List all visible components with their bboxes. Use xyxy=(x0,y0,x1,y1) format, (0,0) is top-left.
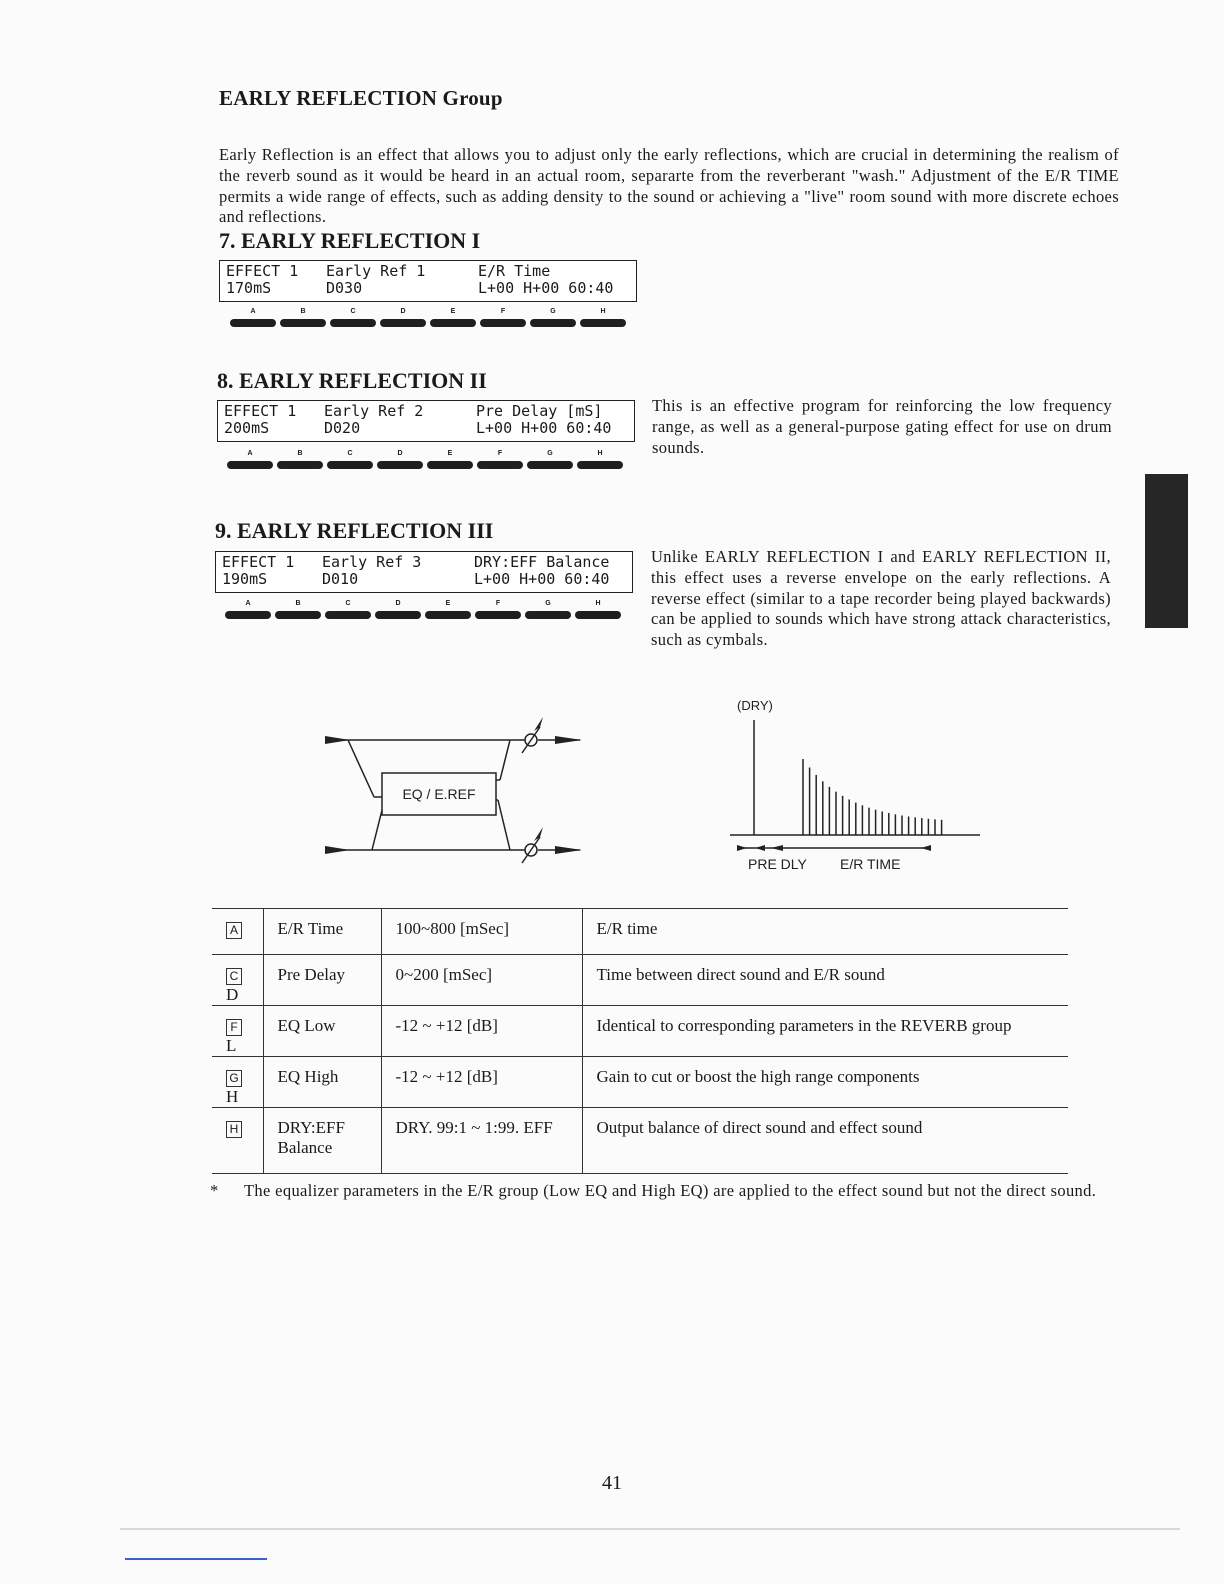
intro-paragraph: Early Reflection is an effect that allows you to adjust only the early reflections, which are crucial in determining the realism of the reverb sound as it would be heard in an actual room, separarte from the reverberant "wash." Adjustment of the E/R TIME permits a wide range of effects, such as adding density to the sound or achieving a "live" room sound with more discrete echoes and reflections. xyxy=(219,145,1119,227)
lcd-9-value: 190mS xyxy=(222,570,268,588)
lcd-8-effect: EFFECT 1 xyxy=(224,402,297,420)
lcd-9-effect: EFFECT 1 xyxy=(222,553,295,571)
key-box: C xyxy=(226,968,242,985)
button-d[interactable]: D xyxy=(377,450,423,474)
button-f[interactable]: F xyxy=(480,308,526,332)
lcd-9-param: DRY:EFF Balance xyxy=(474,553,610,571)
param-name: Pre Delay xyxy=(263,955,381,1006)
footnote-text: The equalizer parameters in the E/R group (Low EQ and High EQ) are applied to the effect sound but not the direct sound. xyxy=(244,1181,1097,1200)
button-d[interactable]: D xyxy=(375,600,421,624)
param-name: EQ High xyxy=(263,1057,381,1108)
param-range: 100~800 [mSec] xyxy=(381,909,582,955)
param-key xyxy=(212,1108,263,1174)
section-8-description: This is an effective program for reinforcing the low frequency range, as well as a general-purpose gating effect for use on drum sounds. xyxy=(652,396,1112,457)
lcd-7-eq: L+00 H+00 60:40 xyxy=(478,279,614,297)
block-diagram-label: EQ / E.REF xyxy=(402,786,476,802)
lcd-7-effect: EFFECT 1 xyxy=(226,262,299,280)
button-h[interactable]: H xyxy=(575,600,621,624)
lcd-8-value: 200mS xyxy=(224,419,270,437)
lcd-8-d: D020 xyxy=(324,419,361,437)
chapter-tab-marker xyxy=(1145,474,1188,628)
button-c[interactable]: C xyxy=(325,600,371,624)
lcd-7-param: E/R Time xyxy=(478,262,551,280)
button-h[interactable]: H xyxy=(580,308,626,332)
param-name: E/R Time xyxy=(263,909,381,955)
button-h[interactable]: H xyxy=(577,450,623,474)
key-box: G xyxy=(226,1070,242,1087)
button-f[interactable]: F xyxy=(477,450,523,474)
param-desc: Output balance of direct sound and effect sound xyxy=(582,1108,1068,1174)
section-9-title: 9. EARLY REFLECTION III xyxy=(215,518,494,543)
key-box: H xyxy=(226,1121,242,1138)
section-7-title: 7. EARLY REFLECTION I xyxy=(219,228,481,253)
dry-label: (DRY) xyxy=(737,698,773,713)
button-b[interactable]: B xyxy=(275,600,321,624)
button-f[interactable]: F xyxy=(475,600,521,624)
param-key: CD xyxy=(212,955,263,1006)
param-range: 0~200 [mSec] xyxy=(381,955,582,1006)
group-heading: EARLY REFLECTION Group xyxy=(219,86,503,110)
key-box: A xyxy=(226,922,242,939)
lcd-9-eq: L+00 H+00 60:40 xyxy=(474,570,610,588)
button-e[interactable]: E xyxy=(425,600,471,624)
param-range: -12 ~ +12 [dB] xyxy=(381,1057,582,1108)
button-c[interactable]: C xyxy=(330,308,376,332)
footnote xyxy=(210,1180,1110,1201)
key-box: F xyxy=(226,1019,242,1036)
parameter-table xyxy=(212,908,1068,1174)
param-name: DRY:EFF Balance xyxy=(263,1108,381,1174)
param-key: FL xyxy=(212,1006,263,1057)
lcd-8-program: Early Ref 2 xyxy=(324,402,424,420)
lcd-9-program: Early Ref 3 xyxy=(322,553,422,571)
lcd-display-8 xyxy=(217,400,635,442)
lcd-display-9 xyxy=(215,551,633,593)
footnote-marker: * xyxy=(210,1181,219,1200)
param-key xyxy=(212,909,263,955)
param-desc: Time between direct sound and E/R sound xyxy=(582,955,1068,1006)
button-a[interactable]: A xyxy=(225,600,271,624)
table-row xyxy=(212,955,1068,1006)
er-time-label: E/R TIME xyxy=(840,856,901,872)
lcd-9-d: D010 xyxy=(322,570,359,588)
block-diagram xyxy=(310,705,600,880)
lcd-8-param: Pre Delay [mS] xyxy=(476,402,603,420)
section-9-description: Unlike EARLY REFLECTION I and EARLY REFLECTION II, this effect uses a reverse envelope on the early reflections. A reverse effect (similar to a tape recorder being played backwards) can be applied to sounds which have strong attack characteristics, such as cymbals. xyxy=(651,547,1111,650)
param-range: -12 ~ +12 [dB] xyxy=(381,1006,582,1057)
button-b[interactable]: B xyxy=(280,308,326,332)
button-row-9 xyxy=(225,600,625,626)
link-underline xyxy=(125,1558,267,1560)
lcd-8-eq: L+00 H+00 60:40 xyxy=(476,419,612,437)
button-g[interactable]: G xyxy=(525,600,571,624)
bottom-rule xyxy=(120,1528,1180,1530)
param-desc: E/R time xyxy=(582,909,1068,955)
button-d[interactable]: D xyxy=(380,308,426,332)
section-8-title: 8. EARLY REFLECTION II xyxy=(217,368,487,393)
button-b[interactable]: B xyxy=(277,450,323,474)
button-a[interactable]: A xyxy=(227,450,273,474)
param-desc: Identical to corresponding parameters in the REVERB group xyxy=(582,1006,1068,1057)
button-row-7 xyxy=(230,308,630,334)
lcd-7-value: 170mS xyxy=(226,279,272,297)
table-row xyxy=(212,1006,1068,1057)
table-row xyxy=(212,909,1068,955)
param-name: EQ Low xyxy=(263,1006,381,1057)
table-row xyxy=(212,1108,1068,1174)
button-row-8 xyxy=(227,450,627,476)
table-row xyxy=(212,1057,1068,1108)
button-c[interactable]: C xyxy=(327,450,373,474)
button-g[interactable]: G xyxy=(527,450,573,474)
param-range: DRY. 99:1 ~ 1:99. EFF xyxy=(381,1108,582,1174)
param-desc: Gain to cut or boost the high range components xyxy=(582,1057,1068,1108)
button-a[interactable]: A xyxy=(230,308,276,332)
page-number: 41 xyxy=(602,1472,622,1494)
button-e[interactable]: E xyxy=(427,450,473,474)
param-key: GH xyxy=(212,1057,263,1108)
pre-dly-label: PRE DLY xyxy=(748,856,807,872)
button-e[interactable]: E xyxy=(430,308,476,332)
lcd-7-program: Early Ref 1 xyxy=(326,262,426,280)
button-g[interactable]: G xyxy=(530,308,576,332)
lcd-display-7 xyxy=(219,260,637,302)
lcd-7-d: D030 xyxy=(326,279,363,297)
envelope-diagram xyxy=(725,692,990,882)
